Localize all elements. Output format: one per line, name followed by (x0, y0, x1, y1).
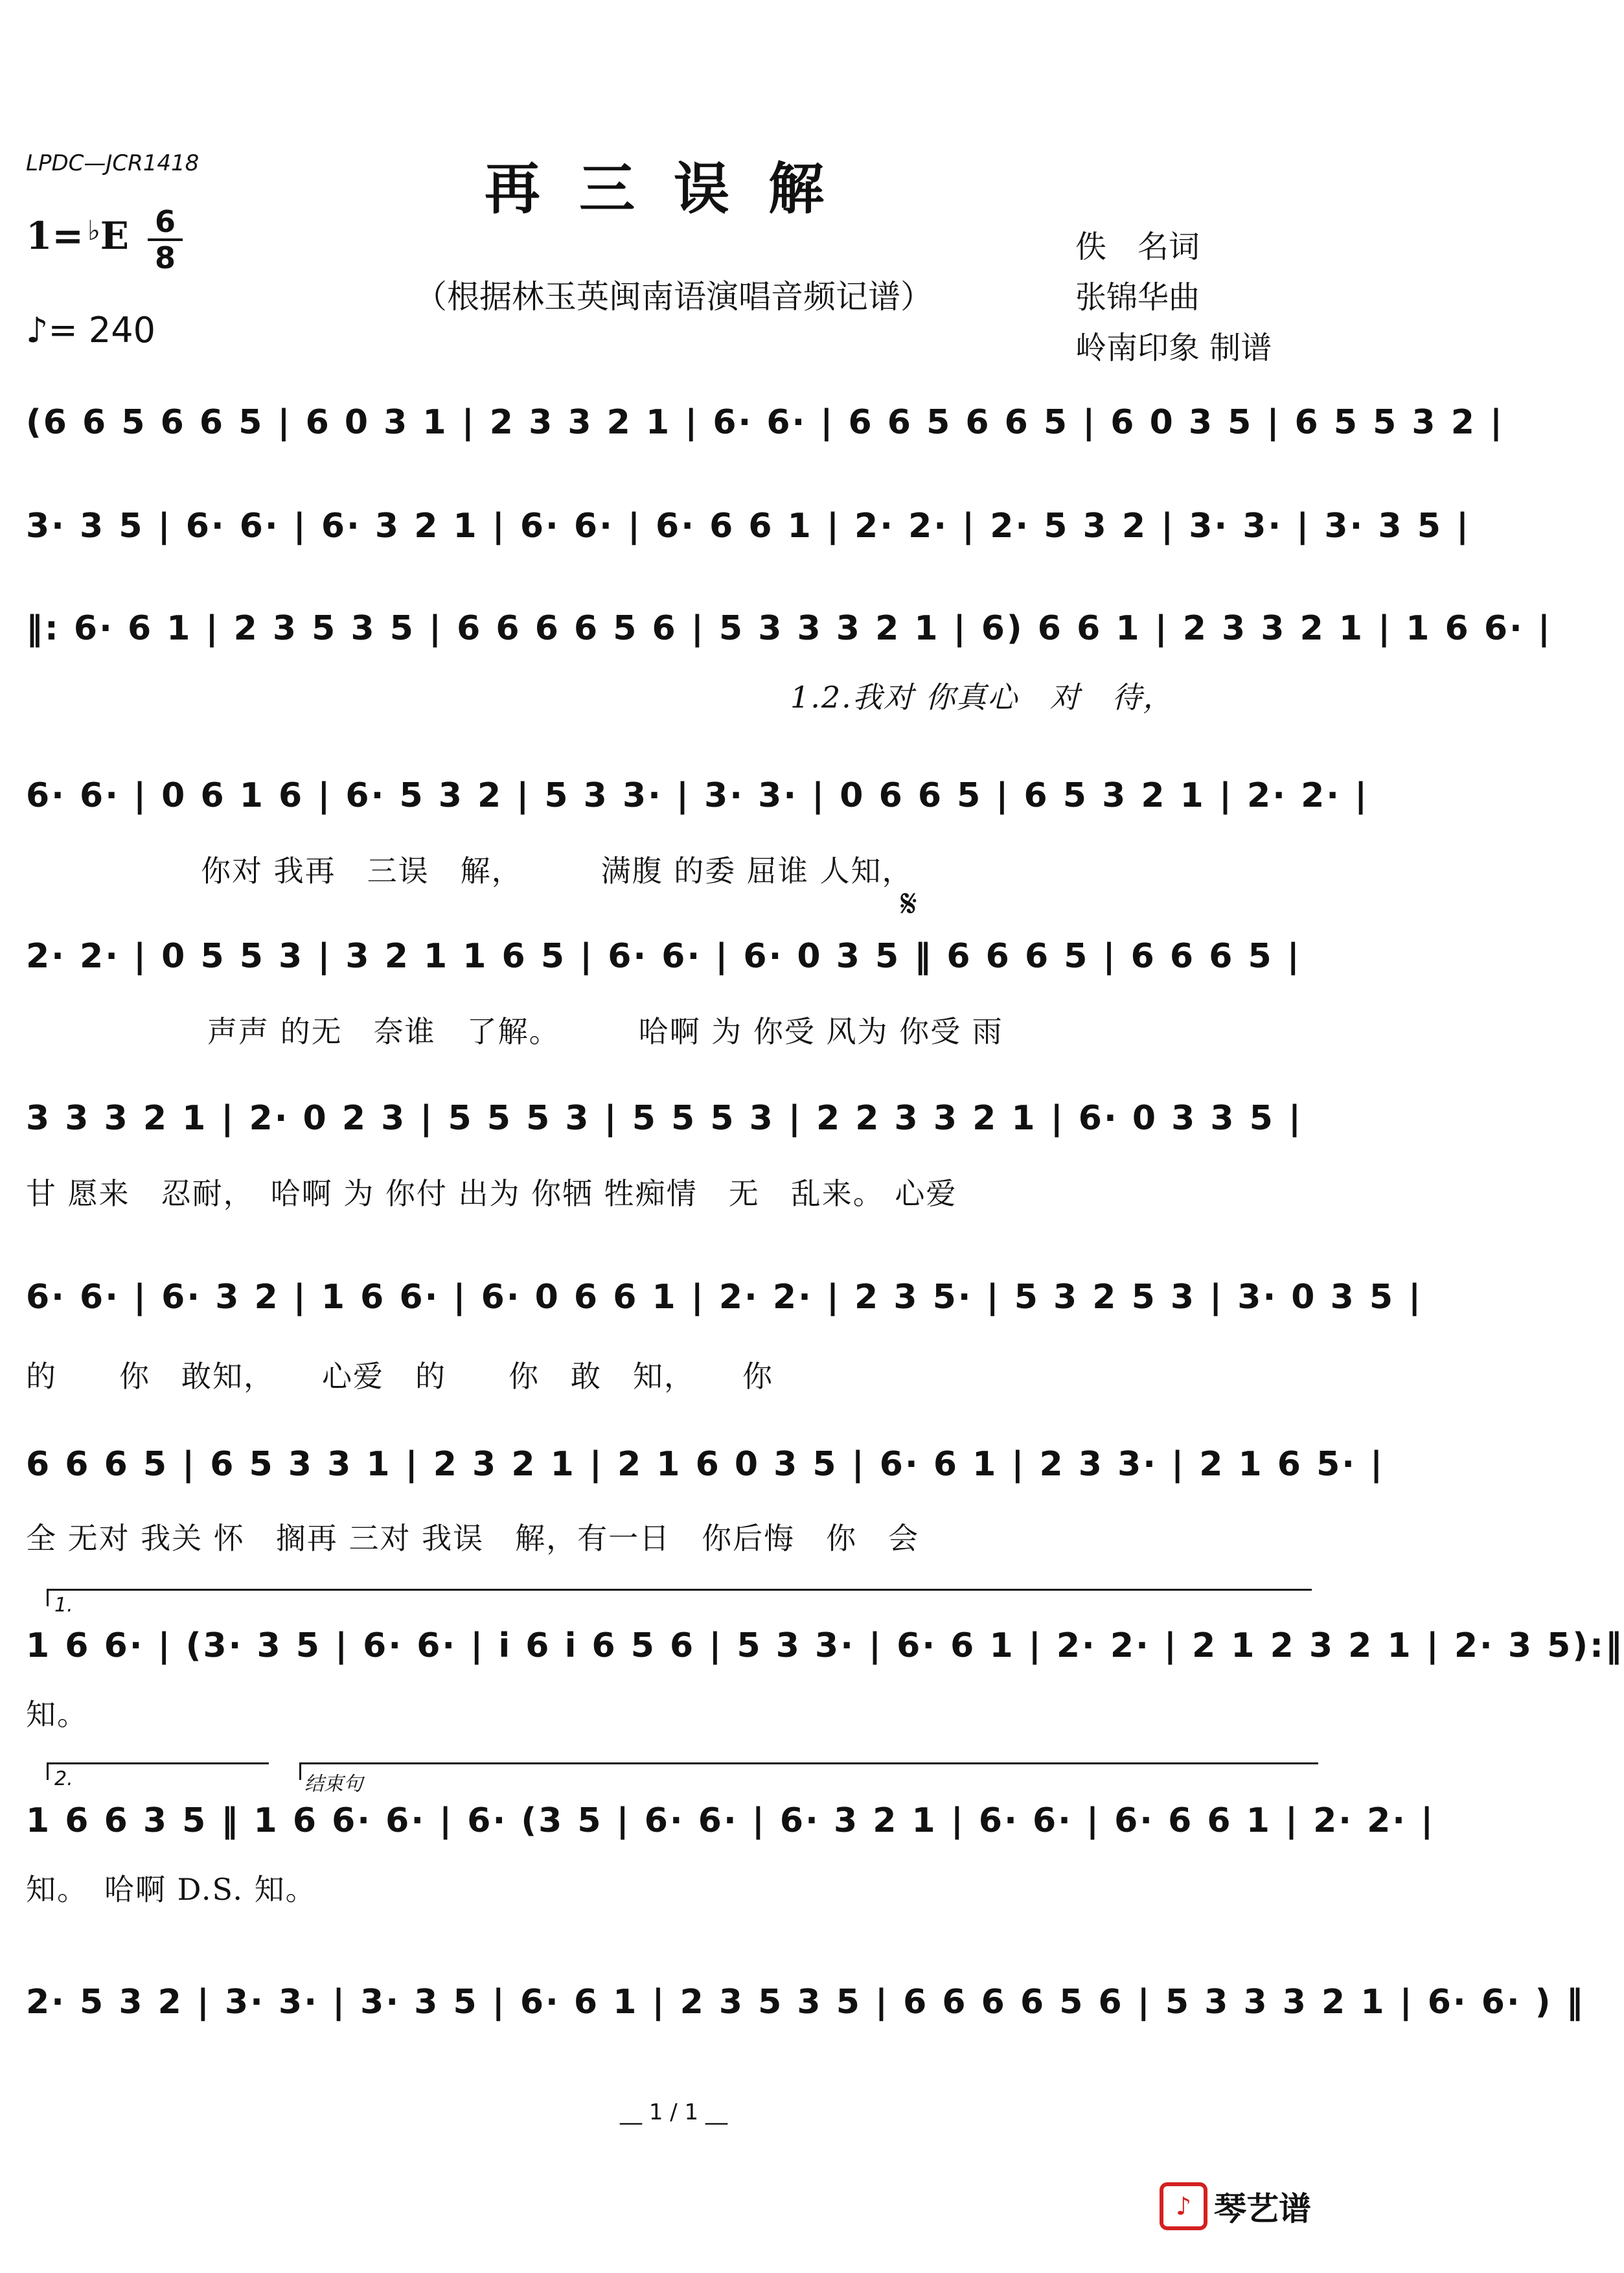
staff-line-7: 6· 6· | 6· 3 2 | 1 6 6· | 6· 0 6 6 1 | 2· 2· | 2 3 5· | 5 3 2 5 3 | 3· 0 3 5 | (26, 1278, 1423, 1317)
lyric-line-1: 1.2.我对 你真心 对 待， (790, 680, 1174, 715)
staff-line-3: ‖: 6· 6 1 | 2 3 5 3 5 | 6 6 6 6 5 6 | 5 3 3 3 2 1 | 6) 6 6 1 | 2 3 3 2 1 | 1 6 6· | (26, 609, 1552, 648)
key-note: E (100, 214, 129, 258)
lyricist: 佚 名词 (1075, 229, 1200, 265)
lyric-line-8: 知。 哈啊 D.S. 知。 (26, 1872, 317, 1907)
staff-line-11: 2· 5 3 2 | 3· 3· | 3· 3 5 | 6· 6 1 | 2 3 5 3 5 | 6 6 6 6 5 6 | 5 3 3 3 2 1 | 6· 6· ) ‖ (26, 1983, 1585, 2022)
lyric-line-4: 甘 愿来 忍耐， 哈啊 为 你付 出为 你牺 牲痴情 无 乱来。 心爱 (26, 1176, 957, 1211)
segno-sign: 𝄋 (900, 881, 917, 927)
lyric-line-5: 的 你 敢知， 心爱 的 你 敢 知， 你 (26, 1359, 773, 1394)
song-title: 再三误解 (485, 156, 863, 222)
arranger: 岭南印象 制谱 (1075, 330, 1272, 366)
staff-line-5: 2· 2· | 0 5 5 3 | 3 2 1 1 6 5 | 6· 6· | 6· 0 3 5 ‖ 6 6 6 5 | 6 6 6 5 | (26, 937, 1301, 976)
time-signature (148, 206, 183, 273)
second-ending-bracket (47, 1762, 269, 1780)
flat-sign: ♭ (87, 214, 100, 246)
staff-line-1: (6 6 5 6 6 5 | 6 0 3 1 | 2 3 3 2 1 | 6· 6· | 6 6 5 6 6 5 | 6 0 3 5 | 6 5 5 3 2 | (26, 403, 1504, 442)
coda-bracket (299, 1762, 1318, 1780)
meter-top: 6 (154, 204, 176, 239)
composer: 张锦华曲 (1075, 279, 1200, 316)
staff-line-9: 1 6 6· | (3· 3 5 | 6· 6· | i 6 i 6 5 6 | 5 3 3· | 6· 6 1 | 2· 2· | 2 1 2 3 2 1 | 2· 3 5):‖ (26, 1626, 1624, 1665)
meter-bottom: 8 (154, 240, 176, 275)
staff-line-4: 6· 6· | 0 6 1 6 | 6· 5 3 2 | 5 3 3· | 3· 3· | 0 6 6 5 | 6 5 3 2 1 | 2· 2· | (26, 776, 1369, 815)
staff-line-8: 6 6 6 5 | 6 5 3 3 1 | 2 3 2 1 | 2 1 6 0 3 5 | 6· 6 1 | 2 3 3· | 2 1 6 5· | (26, 1445, 1385, 1484)
key-prefix: 1= (26, 214, 84, 258)
second-ending-label: 2. (54, 1768, 73, 1790)
page-number: __ 1 / 1 __ (620, 2099, 727, 2125)
first-ending-bracket (47, 1589, 1312, 1606)
staff-line-2: 3· 3 5 | 6· 6· | 6· 3 2 1 | 6· 6· | 6· 6 6 1 | 2· 2· | 2· 5 3 2 | 3· 3· | 3· 3 5 | (26, 507, 1470, 546)
song-subtitle: （根据林玉英闽南语演唱音频记谱） (415, 278, 933, 316)
credits (1075, 222, 1272, 373)
lyric-line-6: 全 无对 我关 怀 搁再 三对 我误 解，有一日 你后悔 你 会 (26, 1521, 920, 1556)
first-ending-label: 1. (54, 1594, 73, 1617)
coda-label: 结束句 (304, 1773, 363, 1795)
lyric-line-2: 你对 我再 三误 解， 满腹 的委 屈谁 人知， (201, 853, 913, 888)
watermark-text: 琴艺谱 (1214, 2190, 1311, 2228)
lyric-line-7: 知。 (26, 1697, 88, 1732)
watermark-logo (1160, 2182, 1311, 2230)
staff-line-10: 1 6 6 3 5 ‖ 1 6 6· 6· | 6· (3 5 | 6· 6· | 6· 3 2 1 | 6· 6· | 6· 6 6 1 | 2· 2· | (26, 1801, 1435, 1840)
tempo-mark: ♪= 240 (26, 310, 155, 351)
lyric-line-3: 声声 的无 奈谁 了解。 哈啊 为 你受 风为 你受 雨 (207, 1014, 1003, 1049)
key-signature (26, 214, 129, 258)
staff-line-6: 3 3 3 2 1 | 2· 0 2 3 | 5 5 5 3 | 5 5 5 3 | 2 2 3 3 2 1 | 6· 0 3 3 5 | (26, 1099, 1303, 1138)
music-note-icon: ♪ (1160, 2182, 1207, 2230)
score-code: LPDC—JCR1418 (26, 150, 200, 176)
